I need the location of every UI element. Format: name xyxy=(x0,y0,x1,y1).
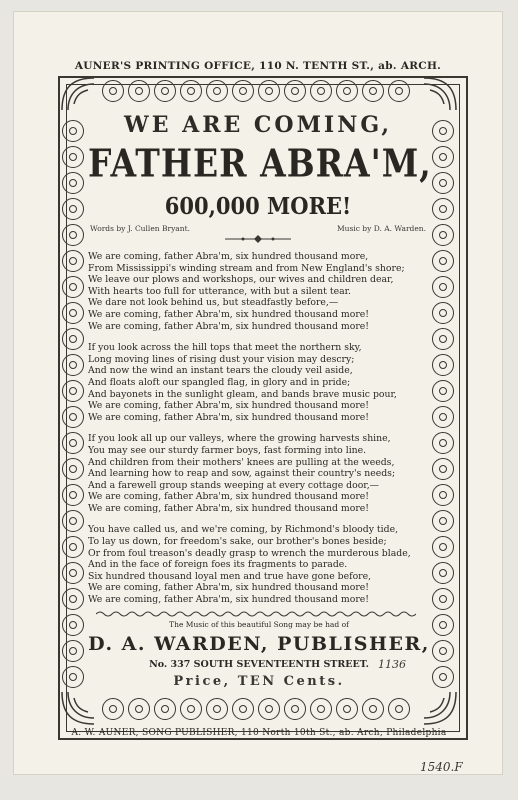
lyric-line: If you look all up our valleys, where the growing harvests shine, xyxy=(88,433,391,445)
rosette-ornament xyxy=(62,458,84,480)
top-rosette-row xyxy=(100,80,412,102)
rosette-ornament xyxy=(62,380,84,402)
rosette-ornament xyxy=(284,80,306,102)
lyric-line: We are coming, father Abra'm, six hundred thousand more, xyxy=(88,251,369,262)
lyric-line: Or from foul treason's deadly grasp to wrench the murderous blade, xyxy=(88,547,411,559)
lyric-line: And children from their mothers' knees are pulling at the weeds, xyxy=(88,456,395,468)
handwritten-accession-number: 1540.F xyxy=(420,760,463,774)
rosette-ornament xyxy=(62,406,84,428)
title-divider-ornament xyxy=(223,235,293,243)
rosette-ornament xyxy=(206,80,228,102)
corner-flourish-bottom-left xyxy=(58,688,98,728)
lyric-line: We leave our plows and workshops, our wives and children dear, xyxy=(88,274,394,286)
stanza-1 xyxy=(88,251,428,332)
lyric-line: If you look across the hill tops that meet the northern sky, xyxy=(88,342,362,354)
title-line-2: FATHER ABRA'M, xyxy=(88,141,432,186)
composer-credit: Music by D. A. Warden. xyxy=(336,224,426,233)
lyric-line: We are coming, father Abra'm, six hundred thousand more! xyxy=(88,308,370,320)
rosette-ornament xyxy=(62,146,84,168)
rosette-ornament xyxy=(432,588,454,610)
rosette-ornament xyxy=(62,172,84,194)
rosette-ornament xyxy=(432,432,454,454)
rosette-ornament xyxy=(432,250,454,272)
lyric-line: We are coming, father Abra'm, six hundred thousand more! xyxy=(88,491,370,503)
bottom-rosette-row xyxy=(100,698,412,720)
lyric-line: And floats aloft our spangled flag, in glory and in pride; xyxy=(88,376,351,388)
lyric-line: We are coming, father Abra'm, six hundred thousand more! xyxy=(88,411,370,423)
rosette-ornament xyxy=(388,80,410,102)
corner-flourish-top-left xyxy=(58,74,98,114)
corner-flourish-top-right xyxy=(420,74,460,114)
rosette-ornament xyxy=(432,328,454,350)
rosette-ornament xyxy=(432,536,454,558)
rosette-ornament xyxy=(388,698,410,720)
publisher-footer xyxy=(60,620,458,689)
music-availability-note: The Music of this beautiful Song may be had of xyxy=(169,620,349,629)
lyric-line: We are coming, father Abra'm, six hundred thousand more! xyxy=(88,502,370,514)
rosette-ornament xyxy=(362,698,384,720)
rosette-ornament xyxy=(310,698,332,720)
lyric-line: We are coming, father Abra'm, six hundred thousand more! xyxy=(88,594,370,606)
rosette-ornament xyxy=(154,80,176,102)
lyric-line: And a farewell group stands weeping at every cottage door,— xyxy=(88,479,379,491)
rosette-ornament xyxy=(128,698,150,720)
lyrics xyxy=(88,251,428,606)
rosette-ornament xyxy=(206,698,228,720)
rosette-ornament xyxy=(432,458,454,480)
lyric-line: You have called us, and we're coming, by Richmond's bloody tide, xyxy=(88,524,399,536)
rosette-ornament xyxy=(102,698,124,720)
lyric-line: We are coming, father Abra'm, six hundred thousand more! xyxy=(88,320,370,332)
handwritten-catalog-number: 1136 xyxy=(378,658,406,671)
rosette-ornament xyxy=(232,698,254,720)
rosette-ornament xyxy=(154,698,176,720)
lyric-line: From Mississippi's winding stream and from New England's shore; xyxy=(88,262,405,274)
rosette-ornament xyxy=(62,432,84,454)
rosette-ornament xyxy=(432,510,454,532)
rosette-ornament xyxy=(180,698,202,720)
lyric-line: You may see our sturdy farmer boys, fast forming into line. xyxy=(88,444,367,456)
left-rosette-column xyxy=(62,118,84,690)
lyric-line: Six hundred thousand loyal men and true have gone before, xyxy=(88,570,372,582)
rosette-ornament xyxy=(62,588,84,610)
rosette-ornament xyxy=(432,276,454,298)
rosette-ornament xyxy=(336,80,358,102)
rosette-ornament xyxy=(62,224,84,246)
lyric-line: And bayonets in the sunlight gleam, and bands brave music pour, xyxy=(88,388,397,400)
lyric-line: We dare not look behind us, but steadfastly before,— xyxy=(88,297,339,309)
rosette-ornament xyxy=(432,224,454,246)
price-line: Price, TEN Cents. xyxy=(173,674,345,689)
publisher-name: D. A. WARDEN, PUBLISHER, xyxy=(88,633,430,655)
song-content xyxy=(88,112,432,616)
rosette-ornament xyxy=(432,172,454,194)
rosette-ornament xyxy=(180,80,202,102)
rosette-ornament xyxy=(62,198,84,220)
lyric-line: We are coming, father Abra'm, six hundred thousand more! xyxy=(88,400,370,412)
rosette-ornament xyxy=(362,80,384,102)
printer-imprint: AUNER'S PRINTING OFFICE, 110 N. TENTH ST., ab. ARCH. xyxy=(74,60,442,72)
rosette-ornament xyxy=(310,80,332,102)
publisher-imprint: A. W. AUNER, SONG PUBLISHER, 110 North 10th St., ab. Arch, Philadelphia xyxy=(71,728,447,738)
stanza-4 xyxy=(88,524,428,605)
rosette-ornament xyxy=(102,80,124,102)
rosette-ornament xyxy=(336,698,358,720)
rosette-ornament xyxy=(258,698,280,720)
right-rosette-column xyxy=(432,118,454,690)
lyric-line: And learning how to reap and sow, against their country's needs; xyxy=(88,468,396,480)
rosette-ornament xyxy=(432,406,454,428)
wavy-rule xyxy=(96,610,416,618)
title-line-3: 600,000 MORE! xyxy=(164,191,352,220)
lyric-line: And now the wind an instant tears the cloudy veil aside, xyxy=(88,365,353,377)
rosette-ornament xyxy=(432,302,454,324)
lyric-line: We are coming, father Abra'm, six hundred thousand more! xyxy=(88,582,370,594)
rosette-ornament xyxy=(62,276,84,298)
lyric-line: To lay us down, for freedom's sake, our brother's bones beside; xyxy=(88,536,387,548)
lyric-line: Long moving lines of rising dust your vision may descry; xyxy=(88,353,355,365)
credits xyxy=(88,224,428,233)
rosette-ornament xyxy=(432,484,454,506)
rosette-ornament xyxy=(232,80,254,102)
rosette-ornament xyxy=(258,80,280,102)
rosette-ornament xyxy=(62,536,84,558)
rosette-ornament xyxy=(432,198,454,220)
rosette-ornament xyxy=(432,120,454,142)
rosette-ornament xyxy=(432,380,454,402)
title-line-1: WE ARE COMING, xyxy=(123,112,392,138)
rosette-ornament xyxy=(432,354,454,376)
rosette-ornament xyxy=(62,484,84,506)
corner-flourish-bottom-right xyxy=(420,688,460,728)
stanza-3 xyxy=(88,433,428,514)
rosette-ornament xyxy=(62,510,84,532)
rosette-ornament xyxy=(62,354,84,376)
lyricist-credit: Words by J. Cullen Bryant. xyxy=(90,224,191,233)
lyric-line: And in the face of foreign foes its fragments to parade. xyxy=(88,559,348,571)
stanza-2 xyxy=(88,342,428,423)
rosette-ornament xyxy=(62,250,84,272)
rosette-ornament xyxy=(62,120,84,142)
rosette-ornament xyxy=(284,698,306,720)
rosette-ornament xyxy=(62,562,84,584)
rosette-ornament xyxy=(128,80,150,102)
rosette-ornament xyxy=(432,146,454,168)
rosette-ornament xyxy=(62,302,84,324)
lyric-line: With hearts too full for utterance, with but a silent tear. xyxy=(88,285,351,297)
publisher-address: No. 337 SOUTH SEVENTEENTH STREET. xyxy=(149,659,369,670)
rosette-ornament xyxy=(432,562,454,584)
rosette-ornament xyxy=(62,328,84,350)
